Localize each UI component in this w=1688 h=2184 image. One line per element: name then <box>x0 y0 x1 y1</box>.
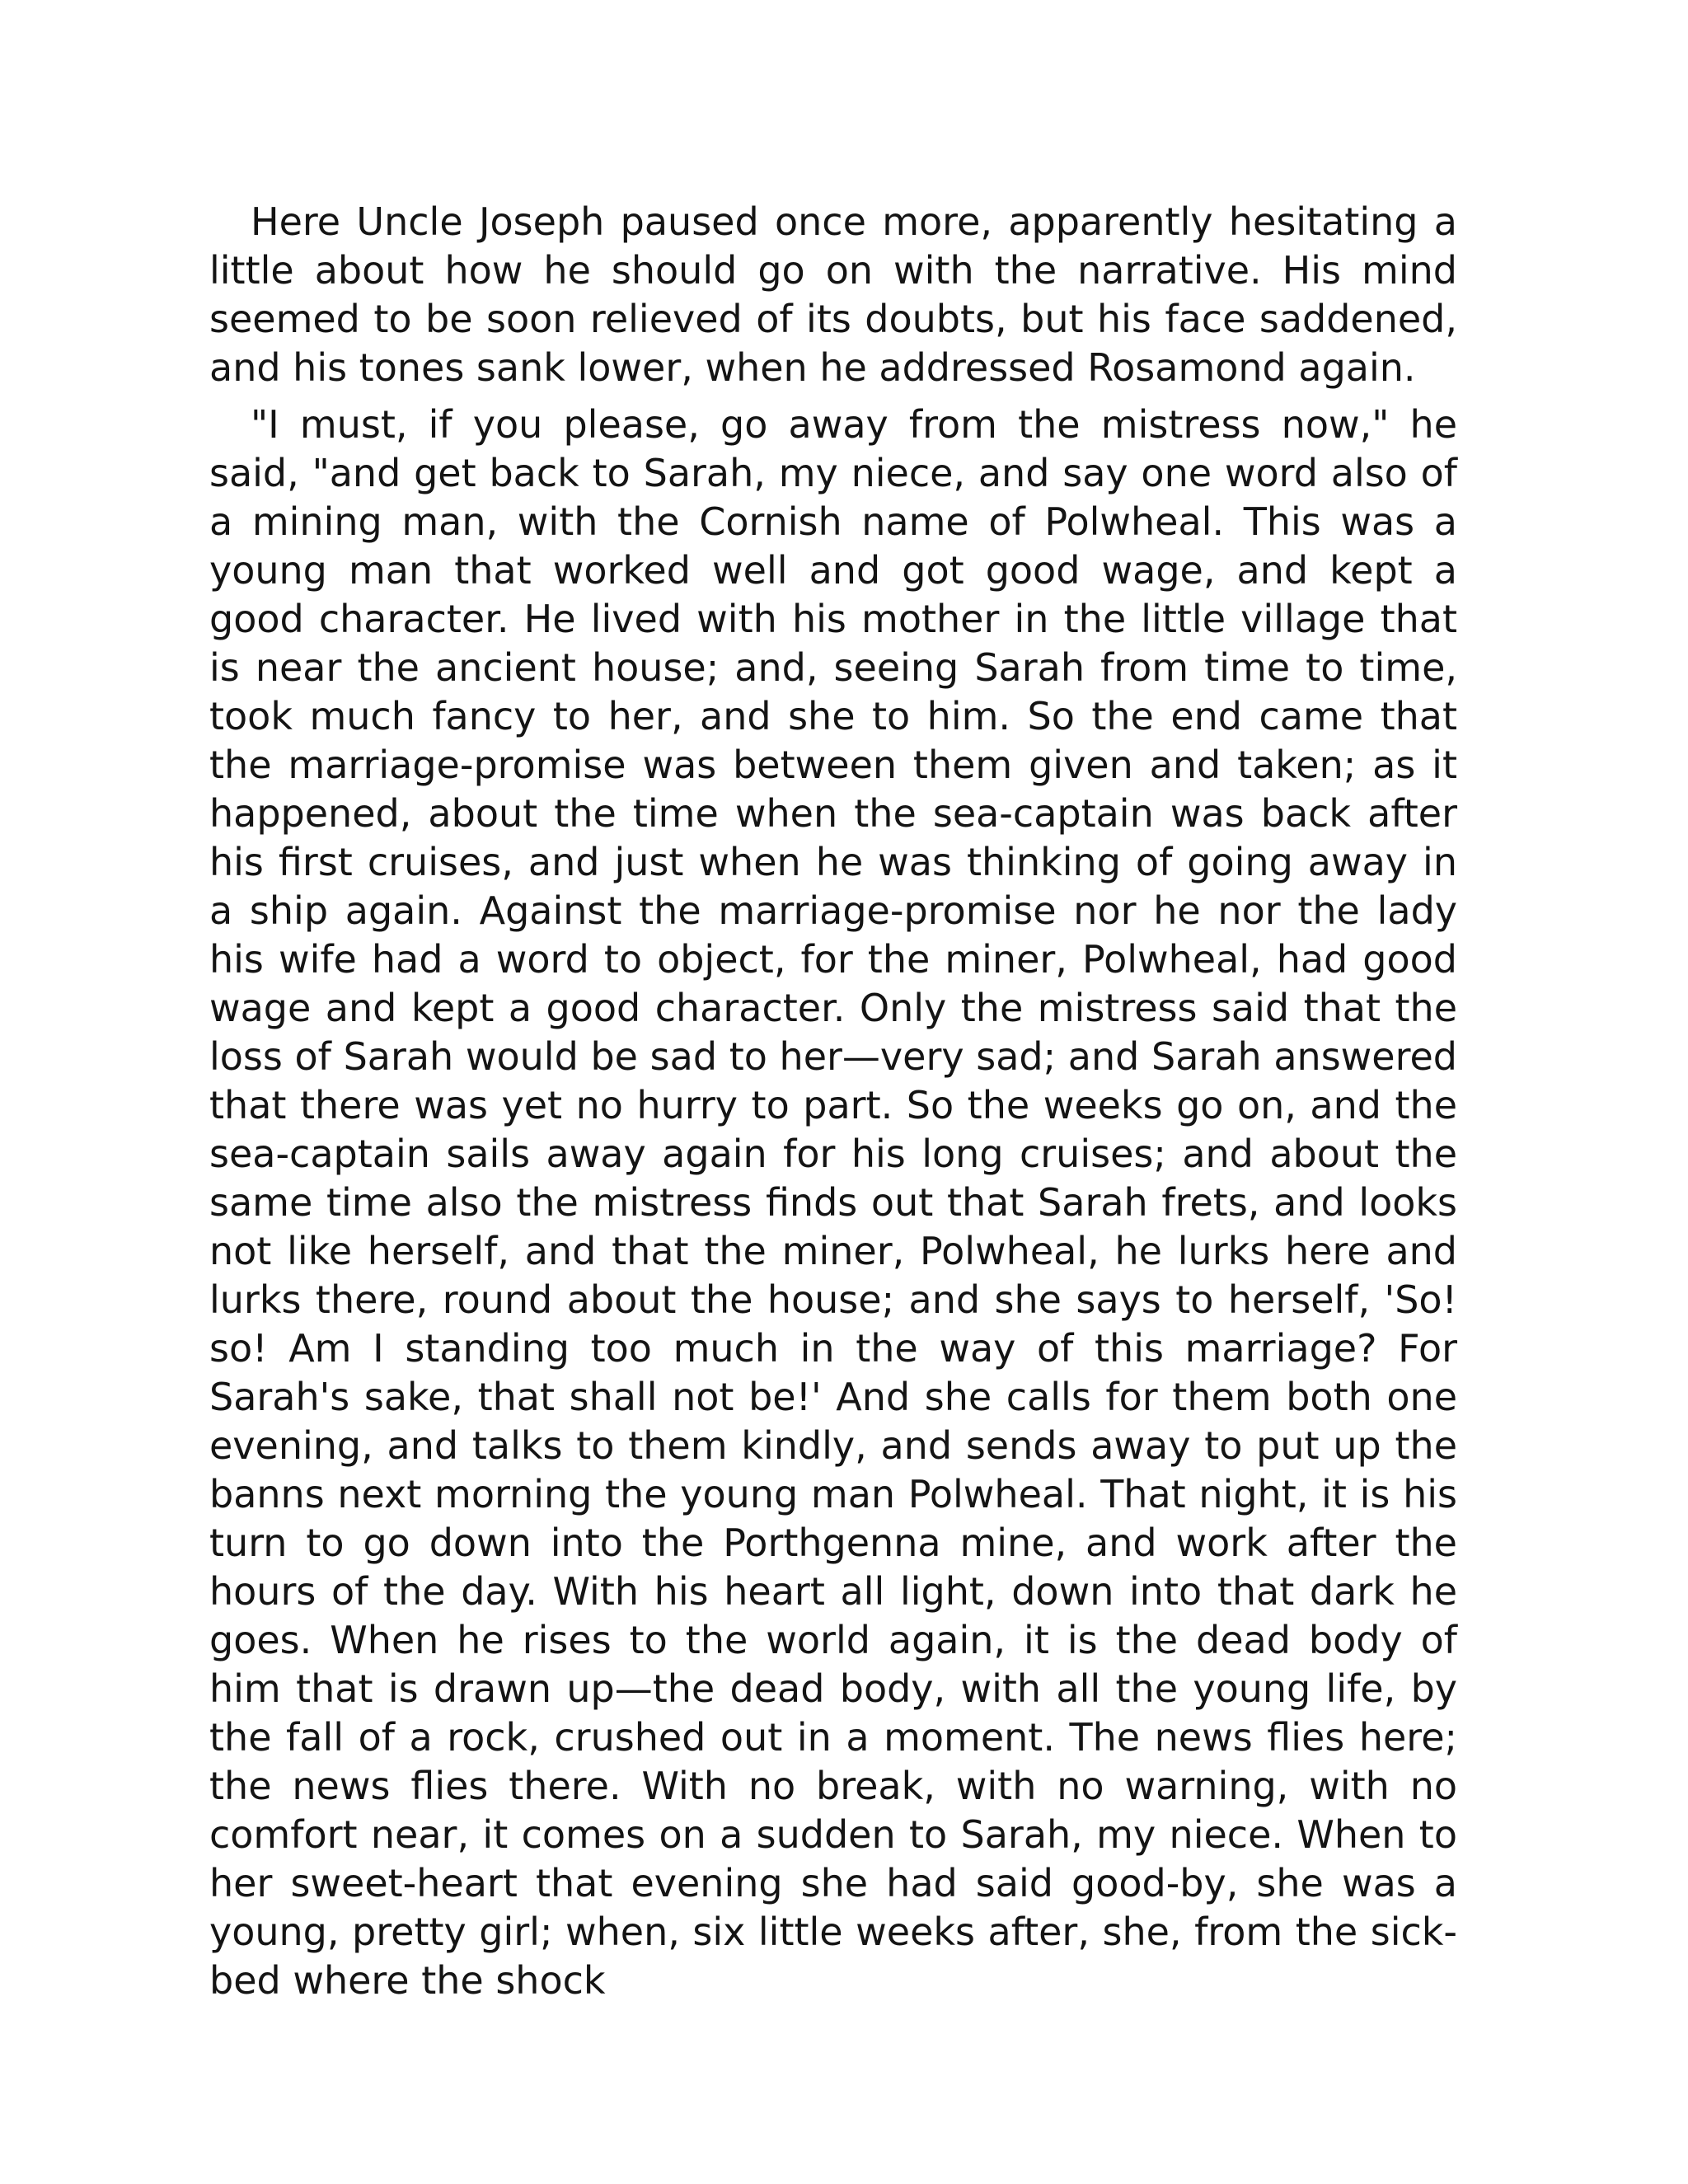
paragraph-1: Here Uncle Joseph paused once more, apparently hesitating a little about how he should go on with the narrative. His mind seemed to be soon relieved of its doubts, but his face saddened, and his tones sank lower, when he addressed Rosamond again. <box>209 199 1457 390</box>
paragraph-2: "I must, if you please, go away from the mistress now," he said, "and get back to Sarah, my niece, and say one word also of a mining man, with the Cornish name of Polwheal. This was a young man that worked well and got good wage, and kept a good character. He lived with his mother in the little village that is near the ancient house; and, seeing Sarah from time to time, took much fancy to her, and she to him. So the end came that the marriage-promise was between them given and taken; as it happened, about the time when the sea-captain was back after his first cruises, and just when he was thinking of going away in a ship again. Against the marriage-promise nor he nor the lady his wife had a word to object, for the miner, Polwheal, had good wage and kept a good character. Only the mistress said that the loss of Sarah would be sad to her—very sad; and Sarah answered that there was yet no hurry to part. So the weeks go on, and the sea-captain sails away again for his long cruises; and about the same time also the mistress finds out that Sarah frets, and looks not like herself, and that the miner, Polwheal, he lurks here and lurks there, round about the house; and she says to herself, 'So! so! Am I standing too much in the way of this marriage? For Sarah's sake, that shall not be!' And she calls for them both one evening, and talks to them kindly, and sends away to put up the banns next morning the young man Polwheal. That night, it is his turn to go down into the Porthgenna mine, and work after the hours of the day. With his heart all light, down into that dark he goes. When he rises to the world again, it is the dead body of him that is drawn up—the dead body, with all the young life, by the fall of a rock, crushed out in a moment. The news flies here; the news flies there. With no break, with no warning, with no comfort near, it comes on a sudden to Sarah, my niece. When to her sweet-heart that evening she had said good-by, she was a young, pretty girl; when, six little weeks after, she, from the sick-bed where the shock <box>209 402 1457 2003</box>
body-text <box>209 198 1457 2013</box>
